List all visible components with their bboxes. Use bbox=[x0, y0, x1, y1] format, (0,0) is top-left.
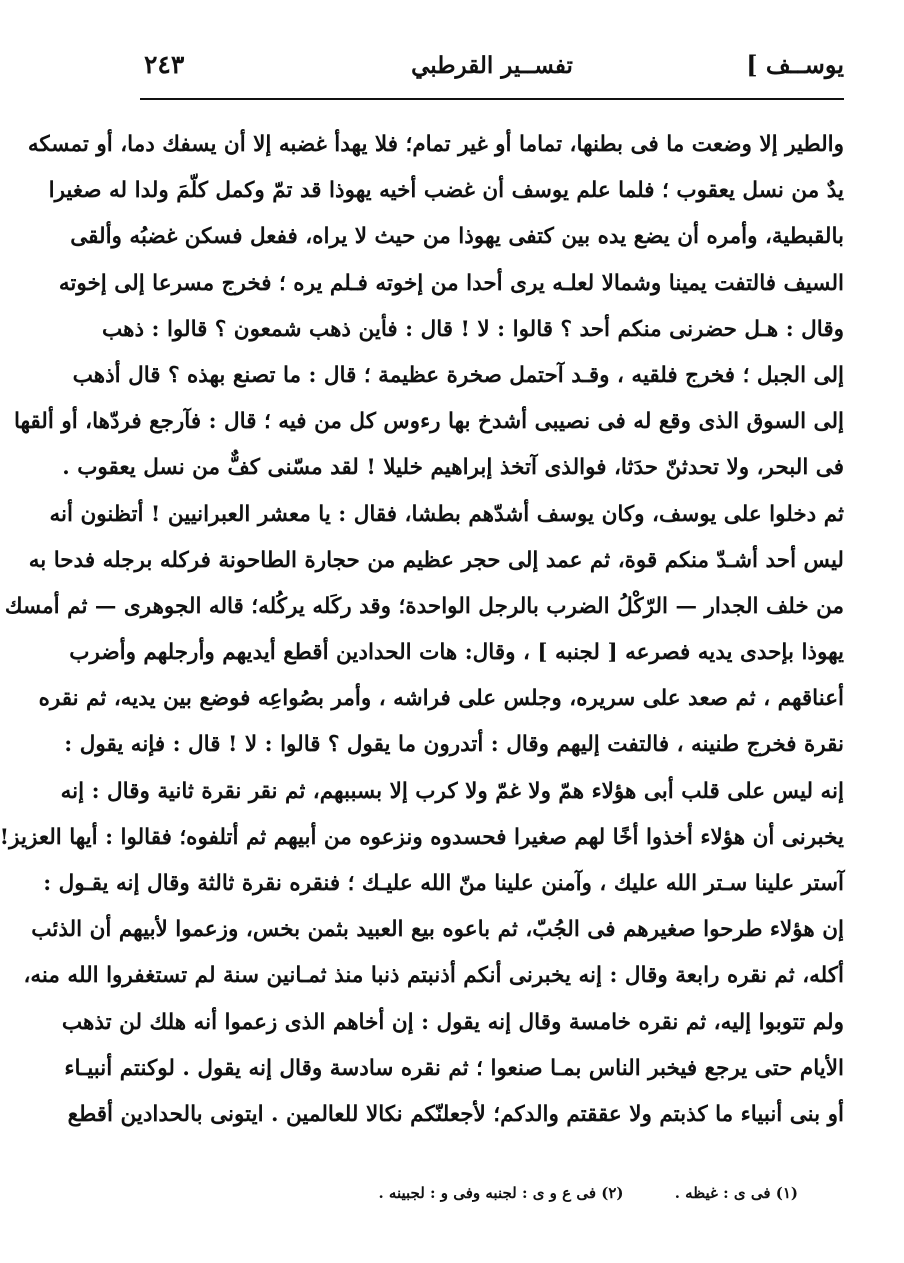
footnote: (١) فى ى : غيظه . bbox=[674, 1184, 798, 1202]
running-head-title: تفســير القرطبي bbox=[411, 52, 573, 79]
text-line: إلى السوق الذى وقع له فى نصيبى أشدخ بها رءوس كل من فيه ؛ قال : فآرجع فردّها، أو ألقها bbox=[13, 409, 844, 435]
text-line: آستر علينا سـتر الله عليك ، وآمنن علينا منّ الله عليـك ؛ فنقره نقرة ثالثة وقال إنه يقـول : bbox=[43, 871, 844, 896]
page-header bbox=[140, 48, 844, 100]
text-line: فى البحر، ولا تحدثنّ حدَثا، فوالذى آتخذ إبراهيم خليلا ! لقد مسّنى كفٌّ من نسل يعقوب . bbox=[62, 455, 844, 481]
running-head-surah: يوســف ] bbox=[746, 50, 844, 79]
text-line: ثم دخلوا على يوسف، وكان يوسف أشدّهم بطشا، فقال : يا معشر العبرانيين ! أتظنون أنه bbox=[49, 501, 844, 527]
text-line: الأيام حتى يرجع فيخبر الناس بمـا صنعوا ؛ ثم نقره سادسة وقال إنه يقول . لوكنتم أنبيـاء bbox=[64, 1055, 844, 1081]
text-line: من خلف الجدار — الرّكْلُ الضرب بالرجل الواحدة؛ وقد ركَله يركُله؛ قاله الجوهرى — ثم أمسك bbox=[4, 593, 844, 619]
footnote: (٢) فى ع و ى : لجنبه وفى و : لجبينه . bbox=[378, 1184, 624, 1202]
text-line: إنه ليس على قلب أبى هؤلاء همّ ولا غمّ ولا كرب إلا بسببهم، ثم نقر نقرة ثانية وقال : إنه bbox=[60, 778, 844, 804]
text-line: إلى الجبل ؛ فخرج فلقيه ، وقـد آحتمل صخرة عظيمة ؛ قال : ما تصنع بهذه ؟ قال أذهب bbox=[72, 362, 844, 388]
footnotes bbox=[298, 1184, 798, 1214]
text-line: ولم تتوبوا إليه، ثم نقره خامسة وقال إنه يقول : إن أخاهم الذى زعموا أنه هلك لن تذهب bbox=[61, 1009, 844, 1035]
text-line: بالقبطية، وأمره أن يضع يده بين كتفى يهوذا من حيث لا يراه، ففعل فسكن غضبُه وألقى bbox=[70, 224, 844, 250]
main-text bbox=[0, 122, 844, 1138]
header-rule bbox=[140, 98, 844, 100]
text-line: أكله، ثم نقره رابعة وقال : إنه يخبرنى أنكم أذنبتم ذنبا منذ ثمـانين سنة لم تستغفروا الله منه، bbox=[23, 963, 844, 989]
text-line: وقال : هـل حضرنى منكم أحد ؟ قالوا : لا ! قال : فأين ذهب شمعون ؟ قالوا : ذهب bbox=[102, 316, 844, 342]
text-line: يدٌ من نسل يعقوب ؛ فلما علم يوسف أن غضب أخيه يهوذا قد تمّ وكمل كلّمَ ولدا له صغيرا bbox=[48, 178, 844, 204]
text-line: يهوذا بإحدى يديه فصرعه [ لجنبه ] ، وقال: هات الحدادين أقطع أيديهم وأرجلهم وأضرب bbox=[69, 640, 844, 666]
text-line: أو بنى أنبياء ما كذبتم ولا عققتم والدكم؛ لأجعلنّكم نكالا للعالمين . ايتونى بالحدادين أقطع bbox=[67, 1101, 844, 1127]
text-line: والطير إلا وضعت ما فى بطنها، تماما أو غير تمام؛ فلا يهدأ غضبه إلا أن يسفك دما، أو تمسكه bbox=[27, 132, 844, 157]
text-line: أعناقهم ، ثم صعد على سريره، وجلس على فراشه ، وأمر بصُواعِه فوضع بين يديه، ثم نقره bbox=[38, 686, 844, 712]
text-line: نقرة فخرج طنينه ، فالتفت إليهم وقال : أتدرون ما يقول ؟ قالوا : لا ! قال : فإنه يقول : bbox=[64, 732, 844, 758]
text-line: يخبرنى أن هؤلاء أخذوا أخًا لهم صغيرا فحسدوه ونزعوه من أبيهم ثم أتلفوه؛ فقالوا : أيها العزيز! bbox=[0, 824, 844, 850]
text-line: إن هؤلاء طرحوا صغيرهم فى الجُبّ، ثم باعوه بيع العبيد بثمن بخس، وزعموا لأبيهم أن الذئب bbox=[31, 917, 844, 943]
page-number: ٢٤٣ bbox=[144, 50, 185, 79]
text-line: ليس أحد أشـدّ منكم قوة، ثم عمد إلى حجر عظيم من حجارة الطاحونة فركله برجله فدحا به bbox=[28, 547, 844, 573]
text-line: السيف فالتفت يمينا وشمالا لعلـه يرى أحدا من إخوته فـلم يره ؛ فخرج مسرعا إلى إخوته bbox=[58, 270, 844, 296]
